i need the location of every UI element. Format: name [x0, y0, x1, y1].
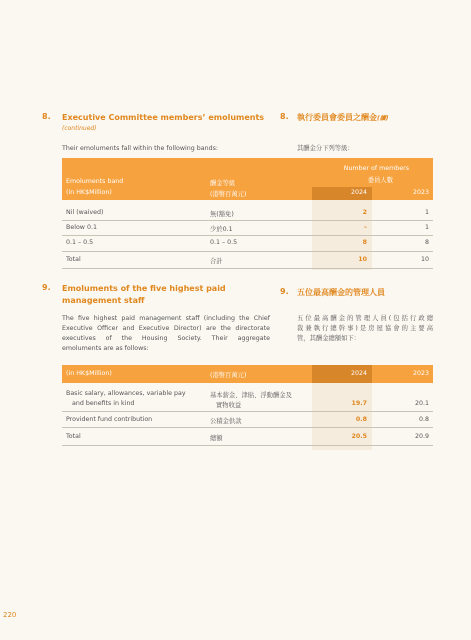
section-8-title: Executive Committee members’ emoluments [62, 113, 265, 122]
header-unit-zh: (港幣百萬元) [210, 372, 247, 379]
row-nil-2024: 2 [362, 209, 367, 216]
row-salary-2023: 20.1 [414, 400, 429, 407]
row-salary-2024: 19.7 [351, 400, 367, 407]
header-col1-zh: 酬金等級 [210, 180, 236, 187]
row-divider [62, 268, 433, 269]
header-unit-zh: (港幣百萬元) [210, 191, 247, 198]
row-salary-en-l1: Basic salary, allowances, variable pay [66, 390, 186, 397]
section-9-para-l1: The five highest paid management staff (including the Chief [62, 315, 270, 322]
row-salary-en-l2: and benefits in kind [72, 400, 135, 407]
header-year-2023: 2023 [412, 189, 429, 196]
row-total-2024: 10 [358, 256, 367, 263]
row-range-en: 0.1 – 0.5 [66, 239, 94, 246]
header-year-2023: 2023 [412, 370, 429, 377]
row-range-zh: 0.1 – 0.5 [210, 239, 238, 246]
row-total-en: Total [66, 256, 81, 263]
row-provident-2024: 0.8 [355, 416, 367, 423]
row-below-en: Below 0.1 [66, 224, 97, 231]
row-divider [62, 235, 433, 236]
row-divider [62, 251, 433, 252]
section-9-para-l3: executives of the Housing Society. Their aggregate [62, 335, 270, 342]
section-8-zh-intro: 其酬金分下列等級： [297, 145, 354, 152]
row-provident-en: Provident fund contribution [66, 416, 153, 423]
row-salary-zh-l1: 基本薪金、津貼、浮動酬金及 [210, 392, 292, 399]
row-nil-en: Nil (waived) [66, 209, 104, 216]
header-year-2024: 2024 [350, 189, 367, 196]
section-9-zh-para-l1: 五位最高酬金的管理人員(包括行政總 [297, 315, 433, 322]
row-provident-2023: 0.8 [418, 416, 429, 423]
row-nil-2023: 1 [424, 209, 429, 216]
section-9-zh-number: 9. [280, 287, 289, 296]
row-divider [62, 220, 433, 221]
section-8-zh-continued: (續) [377, 115, 389, 122]
section-9-title-line2: management staff [62, 296, 145, 305]
row-below-2024: – [363, 224, 367, 231]
row-total-en: Total [66, 433, 81, 440]
table-header [62, 365, 433, 383]
section-9-zh-para-l2: 裁兼執行總幹事)是房屋協會的主要高 [297, 325, 433, 332]
section-8-zh-title [297, 112, 389, 124]
section-9-para-l2: Executive Officer and Executive Director) are the directorate [62, 325, 270, 332]
row-provident-zh: 公積金供款 [210, 418, 242, 425]
header-unit-en: (in HK$Million) [66, 370, 112, 377]
row-total-2023: 10 [420, 256, 429, 263]
section-9-para-l4: emoluments are as follows: [62, 345, 149, 352]
section-8-number: 8. [42, 112, 51, 121]
section-9-zh-para-l3: 管，其酬金總額如下： [297, 335, 360, 342]
row-salary-zh-l2: 實物收益 [216, 402, 242, 409]
header-col1-en: Emoluments band [66, 178, 124, 185]
row-divider [62, 445, 433, 446]
section-8-intro: Their emoluments fall within the following bands: [62, 145, 218, 152]
row-total-zh: 合計 [210, 258, 223, 265]
row-total-zh: 總額 [210, 435, 223, 442]
row-below-2023: 1 [424, 224, 429, 231]
section-8-zh-number: 8. [280, 112, 289, 121]
row-total-2024: 20.5 [351, 433, 367, 440]
row-divider [62, 427, 433, 428]
row-divider [62, 411, 433, 412]
header-unit-en: (in HK$Million) [66, 189, 112, 196]
row-total-2023: 20.9 [414, 433, 429, 440]
section-9-zh-title: 五位最高酬金的管理人員 [297, 288, 385, 297]
highest-paid-staff-table [62, 365, 433, 450]
section-9-number: 9. [42, 283, 51, 292]
header-group-zh: 委員人數 [367, 177, 393, 184]
section-8-continued: (continued) [62, 125, 97, 132]
page-number: 220 [3, 611, 17, 619]
header-group-en: Number of members [343, 165, 409, 172]
emoluments-band-table [62, 158, 433, 270]
section-8-zh-title-text: 執行委員會委員之酬金 [297, 113, 377, 122]
header-year-2024: 2024 [350, 370, 367, 377]
row-range-2024: 8 [362, 239, 367, 246]
row-range-2023: 8 [424, 239, 429, 246]
section-9-title-line1: Emoluments of the five highest paid [62, 284, 226, 293]
row-below-zh: 少於0.1 [210, 226, 233, 233]
row-nil-zh: 無(豁免) [210, 211, 234, 218]
